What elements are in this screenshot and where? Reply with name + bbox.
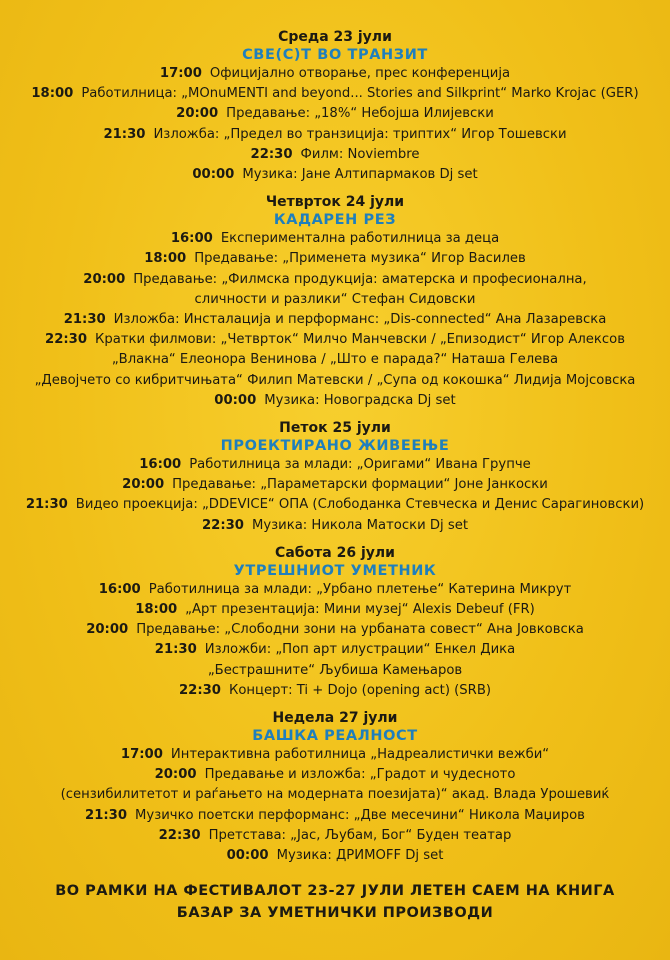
event-text: Музика: Јане Алтипармаков Dj set [242,167,478,183]
event-text: „Девојчето со кибритчињата“ Филип Матевски / „Супа од кокошка“ Лидија Мојсовска [34,372,636,388]
event-time: 22:30 [158,827,201,843]
event-time: 21:30 [103,126,146,142]
event-row [0,270,670,290]
event-text: Филм: Noviembre [300,146,420,162]
event-time: 20:00 [83,271,126,287]
event-row [0,745,670,765]
day-section [0,709,670,866]
event-row [0,125,670,145]
event-row [0,600,670,620]
event-row [0,350,670,370]
day-theme: СВЕ(С)Т ВО ТРАНЗИТ [242,47,428,63]
event-text: Претстава: „Јас, Љубам, Бог“ Буден театар [208,827,512,843]
event-time: 17:00 [159,66,202,81]
event-time: 16:00 [139,457,182,473]
event-time: 00:00 [226,848,269,864]
event-text: Работилница: „MOnuMENTI and beyond... Stories and Silkprint“ Marko Krojac (GER) [81,86,639,102]
event-row [0,330,670,350]
event-text: Изложби: „Поп арт илустрации“ Енкел Дика [204,642,516,658]
event-text: Експериментална работилница за деца [220,231,500,247]
section-gap [0,411,670,419]
event-row [0,495,670,515]
event-text: сличности и разлики“ Стефан Сидовски [194,291,476,307]
event-text: (сензибилитетот и раѓањето на модерната поезијата)“ акад. Влада Урошевиќ [60,787,610,803]
event-row [0,826,670,846]
event-row [0,165,670,185]
day-name: Недела 27 јули [272,710,398,727]
day-section [0,193,670,411]
event-row [0,290,670,310]
event-text: Музичко поетски перформанс: „Две месечини“ Никола Маџиров [135,807,585,823]
event-text: Музика: Новоградска Dj set [264,392,456,408]
event-text: Предавање и изложба: „Градот и чудесното [204,767,516,783]
event-time: 21:30 [25,497,68,513]
day-theme: УТРЕШНИОТ УМЕТНИК [233,562,437,579]
poster-footer [0,880,670,924]
event-text: „Бестрашните“ Љубиша Камењаров [207,662,463,678]
event-row [0,580,670,600]
event-row [0,84,670,104]
event-row [0,229,670,249]
event-text: Работилница за млади: „Оригами“ Ивана Групче [189,457,531,473]
day-section [0,544,670,701]
event-time: 22:30 [45,332,87,348]
event-row [0,64,670,84]
day-name: Петок 25 јули [279,420,391,437]
event-text: Концерт: Ti + Dojo (opening act) (SRB) [228,682,492,698]
program-days [0,28,670,866]
day-name: Четврток 24 јули [265,194,405,211]
event-row [0,661,670,681]
section-gap [0,701,670,709]
event-row [0,846,670,866]
event-text: „Арт презентација: Мини музеј“ Alexis Debeuf (FR) [185,602,535,618]
day-theme: БАШКА РЕАЛНОСТ [252,728,418,745]
event-row [0,104,670,124]
day-name: Сабота 26 јули [275,544,395,561]
event-text: Видео проекција: „DDEVICE“ ОПА (Слободанка Стевческа и Денис Сарагиновски) [75,497,645,513]
event-row [0,249,670,269]
event-time: 17:00 [120,747,163,763]
event-row [0,475,670,495]
event-text: Изложба: „Предел во транзиција: триптих“ Игор Тошевски [153,126,567,142]
event-row [0,620,670,640]
event-time: 20:00 [176,106,219,122]
event-time: 21:30 [63,312,106,328]
section-gap [0,185,670,193]
event-text: Интерактивна работилница „Надреалистички вежби“ [170,747,550,763]
event-text: „Влакна“ Елеонора Венинова / „Што е парада?“ Наташа Гелева [111,352,559,368]
event-time: 20:00 [154,767,197,783]
event-time: 22:30 [201,517,244,533]
day-name: Среда 23 јули [278,29,392,45]
event-text: Музика: Никола Матоски Dj set [251,517,468,533]
event-row [0,681,670,701]
event-text: Предавање: „Филмска продукција: аматерска и професионална, [133,271,587,287]
event-text: Официјално отворање, прес конференција [209,66,511,81]
event-time: 16:00 [170,231,213,247]
event-time: 16:00 [98,581,141,597]
event-row [0,455,670,475]
event-text: Музика: ДРИМОFF Dj set [276,848,444,864]
event-row [0,765,670,785]
day-section [0,28,670,185]
event-row [0,785,670,805]
event-text: Предавање: „18%“ Небојша Илијевски [226,106,494,122]
event-text: Предавање: „Применета музика“ Игор Василев [194,251,526,267]
event-text: Кратки филмови: „Четврток“ Милчо Манчевски / „Епизодист“ Игор Алексов [95,332,625,348]
event-time: 18:00 [144,251,187,267]
day-section [0,419,670,536]
event-text: Предавање: „Параметарски формации“ Јоне Јанкоски [172,477,548,493]
event-row [0,371,670,391]
footer-line-2: БАЗАР ЗА УМЕТНИЧКИ ПРОИЗВОДИ [176,905,494,922]
event-row [0,516,670,536]
event-row [0,806,670,826]
event-time: 00:00 [214,392,257,408]
event-time: 21:30 [154,642,197,658]
day-theme: КАДАРЕН РЕЗ [273,212,397,229]
event-row [0,310,670,330]
event-text: Предавање: „Слободни зони на урбаната совест“ Ана Јовковска [136,622,584,638]
event-row [0,640,670,660]
event-time: 22:30 [178,682,221,698]
event-time: 20:00 [122,477,165,493]
event-text: Изложба: Инсталација и перформанс: „Dis-connected“ Ана Лазаревска [113,312,607,328]
event-time: 00:00 [192,167,235,183]
event-time: 18:00 [31,86,74,102]
event-text: Работилница за млади: „Урбано плетење“ Катерина Микрут [148,581,572,597]
event-time: 18:00 [135,602,178,618]
event-row [0,391,670,411]
section-gap [0,536,670,544]
event-row [0,145,670,165]
event-time: 22:30 [250,146,293,162]
event-time: 20:00 [86,622,129,638]
footer-line-1: ВО РАМКИ НА ФЕСТИВАЛОТ 23-27 ЈУЛИ ЛЕТЕН САЕМ НА КНИГА [55,883,615,900]
event-time: 21:30 [85,807,128,823]
day-theme: ПРОЕКТИРАНО ЖИВЕЕЊЕ [220,438,450,455]
